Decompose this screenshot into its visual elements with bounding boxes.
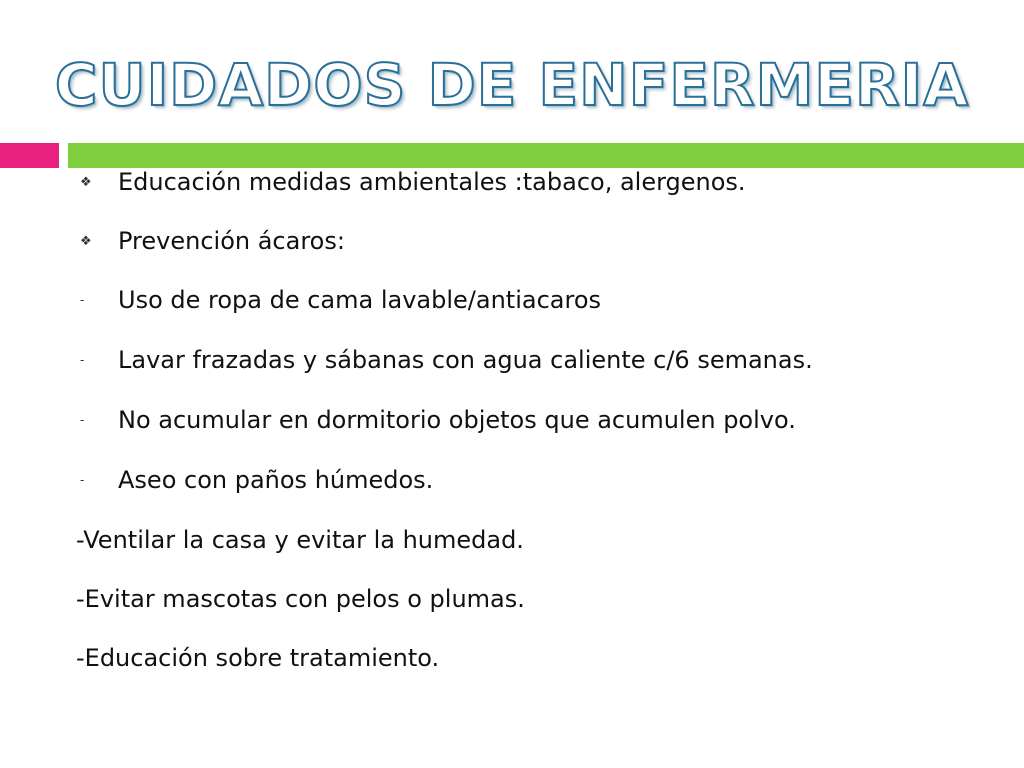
diamond-bullet-icon: ❖ bbox=[80, 233, 92, 249]
bullet-text: Lavar frazadas y sábanas con agua caliente c/6 semanas. bbox=[118, 346, 813, 374]
line-text: -Ventilar la casa y evitar la humedad. bbox=[76, 526, 524, 554]
line-text: -Educación sobre tratamiento. bbox=[76, 644, 440, 672]
bullet-text: No acumular en dormitorio objetos que acumulen polvo. bbox=[118, 406, 796, 434]
sub-bullet-item bbox=[76, 398, 796, 442]
bullet-text: Uso de ropa de cama lavable/antiacaros bbox=[118, 286, 602, 314]
bullet-item bbox=[76, 160, 746, 204]
diamond-bullet-icon: ❖ bbox=[80, 174, 92, 190]
dash-bullet-icon: - bbox=[80, 413, 85, 427]
plain-line-item bbox=[76, 577, 525, 621]
dash-bullet-icon: - bbox=[80, 293, 85, 307]
sub-bullet-item bbox=[76, 278, 601, 322]
bullet-item bbox=[76, 219, 345, 263]
plain-line-item bbox=[76, 636, 439, 680]
accent-bar-pink bbox=[0, 143, 59, 168]
sub-bullet-item bbox=[76, 338, 813, 382]
slide-title: CUIDADOS DE ENFERMERIA bbox=[54, 51, 970, 119]
bullet-text: Prevención ácaros: bbox=[118, 227, 345, 255]
dash-bullet-icon: - bbox=[80, 473, 85, 487]
plain-line-item bbox=[76, 518, 524, 562]
line-text: -Evitar mascotas con pelos o plumas. bbox=[76, 585, 525, 613]
dash-bullet-icon: - bbox=[80, 353, 85, 367]
sub-bullet-item bbox=[76, 458, 433, 502]
bullet-text: Aseo con paños húmedos. bbox=[118, 466, 434, 494]
bullet-text: Educación medidas ambientales :tabaco, alergenos. bbox=[118, 168, 746, 196]
